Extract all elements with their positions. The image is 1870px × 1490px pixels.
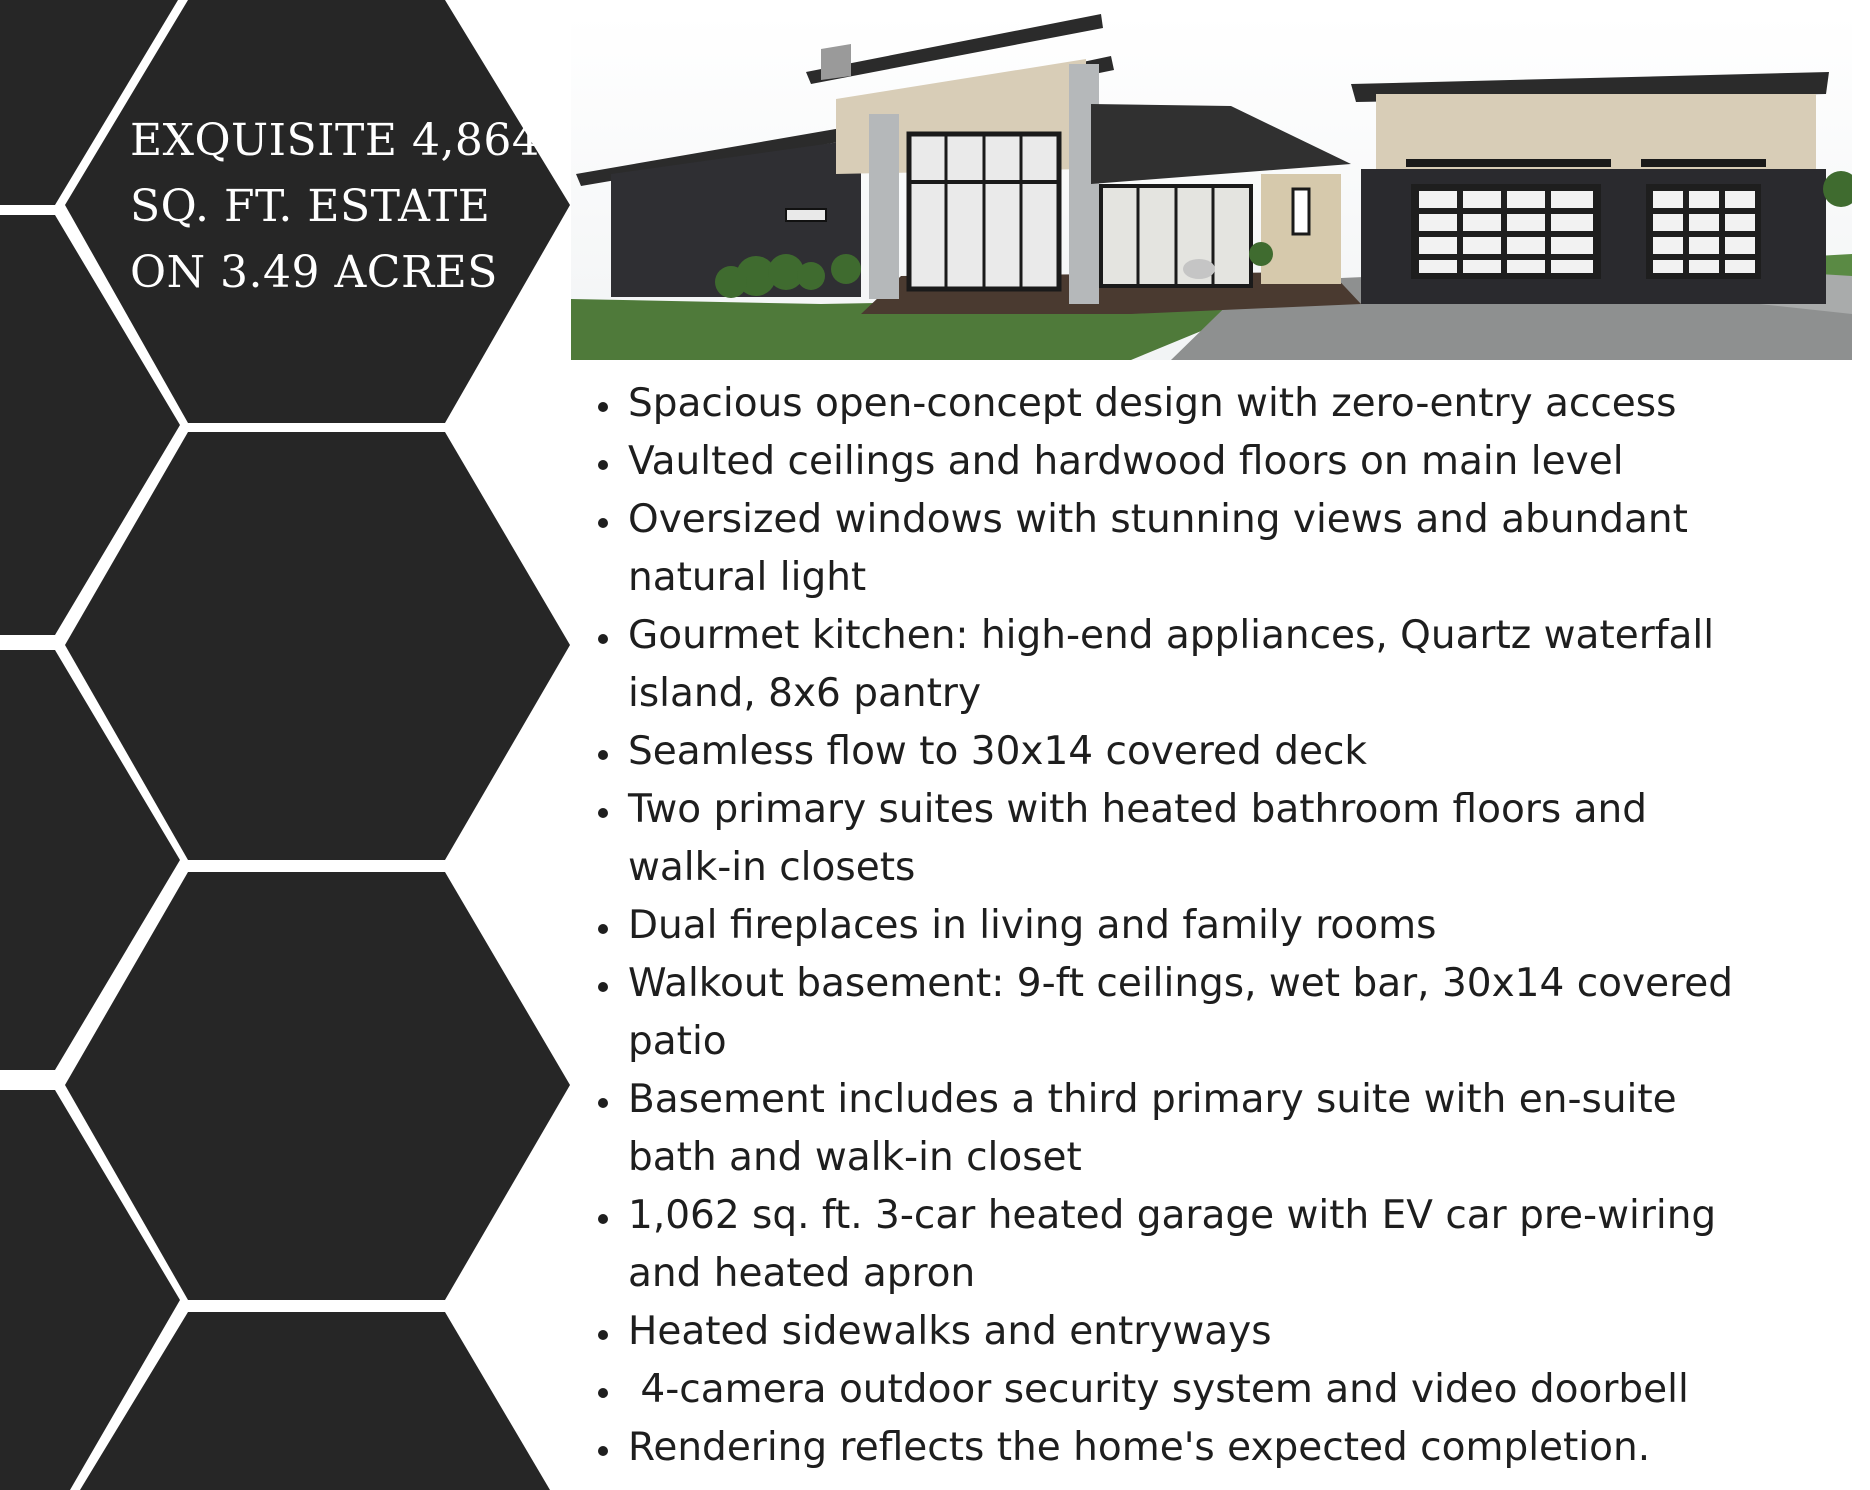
listing-headline bbox=[130, 108, 550, 306]
feature-list-item bbox=[594, 491, 1854, 607]
feature-text-line: Oversized windows with stunning views and abundant bbox=[628, 497, 1688, 542]
feature-text-line: 1,062 sq. ft. 3-car heated garage with EV car pre-wiring bbox=[628, 1193, 1717, 1238]
feature-text-line: Gourmet kitchen: high-end appliances, Quartz waterfall bbox=[628, 613, 1715, 658]
feature-list-item bbox=[594, 1187, 1854, 1303]
feature-list bbox=[594, 375, 1854, 1477]
feature-text-line: patio bbox=[628, 1019, 727, 1064]
feature-text-line: walk-in closets bbox=[628, 845, 916, 890]
chimney bbox=[821, 44, 851, 80]
feature-text-line: Spacious open-concept design with zero-entry access bbox=[628, 381, 1677, 426]
feature-text-line: Walkout basement: 9-ft ceilings, wet bar, 30x14 covered bbox=[628, 961, 1734, 1006]
garage-wood-cladding bbox=[1376, 94, 1816, 169]
feature-list-item bbox=[594, 433, 1854, 491]
feature-text-line: Seamless flow to 30x14 covered deck bbox=[628, 729, 1367, 774]
feature-text-line: Dual fireplaces in living and family rooms bbox=[628, 903, 1437, 948]
feature-list-item bbox=[594, 781, 1854, 897]
feature-text-line: island, 8x6 pantry bbox=[628, 671, 982, 716]
feature-text-line: 4-camera outdoor security system and video doorbell bbox=[628, 1367, 1689, 1412]
feature-list-item bbox=[594, 607, 1854, 723]
feature-text-line: Two primary suites with heated bathroom floors and bbox=[628, 787, 1647, 832]
feature-list-item bbox=[594, 375, 1854, 433]
feature-list-item bbox=[594, 1071, 1854, 1187]
feature-list-item bbox=[594, 723, 1854, 781]
feature-list-item bbox=[594, 1419, 1854, 1477]
feature-list-item bbox=[594, 897, 1854, 955]
feature-text-line: Rendering reflects the home's expected completion. bbox=[628, 1425, 1651, 1470]
headline-line: SQ. FT. ESTATE bbox=[130, 181, 491, 232]
stone-column-right bbox=[1069, 64, 1099, 304]
feature-list-item bbox=[594, 1361, 1854, 1419]
headline-line: ON 3.49 ACRES bbox=[130, 247, 498, 298]
feature-text-line: Heated sidewalks and entryways bbox=[628, 1309, 1272, 1354]
stone-column-left bbox=[869, 114, 899, 299]
feature-text-line: Basement includes a third primary suite with en-suite bbox=[628, 1077, 1677, 1122]
feature-text-line: Vaulted ceilings and hardwood floors on main level bbox=[628, 439, 1624, 484]
headline-line: EXQUISITE 4,864 bbox=[130, 115, 541, 166]
left-wing-window bbox=[786, 209, 826, 221]
feature-list-item bbox=[594, 955, 1854, 1071]
feature-list-item bbox=[594, 1303, 1854, 1361]
home-rendering-image bbox=[571, 14, 1852, 360]
feature-text-line: and heated apron bbox=[628, 1251, 976, 1296]
feature-text-line: natural light bbox=[628, 555, 867, 600]
feature-text-line: bath and walk-in closet bbox=[628, 1135, 1082, 1180]
